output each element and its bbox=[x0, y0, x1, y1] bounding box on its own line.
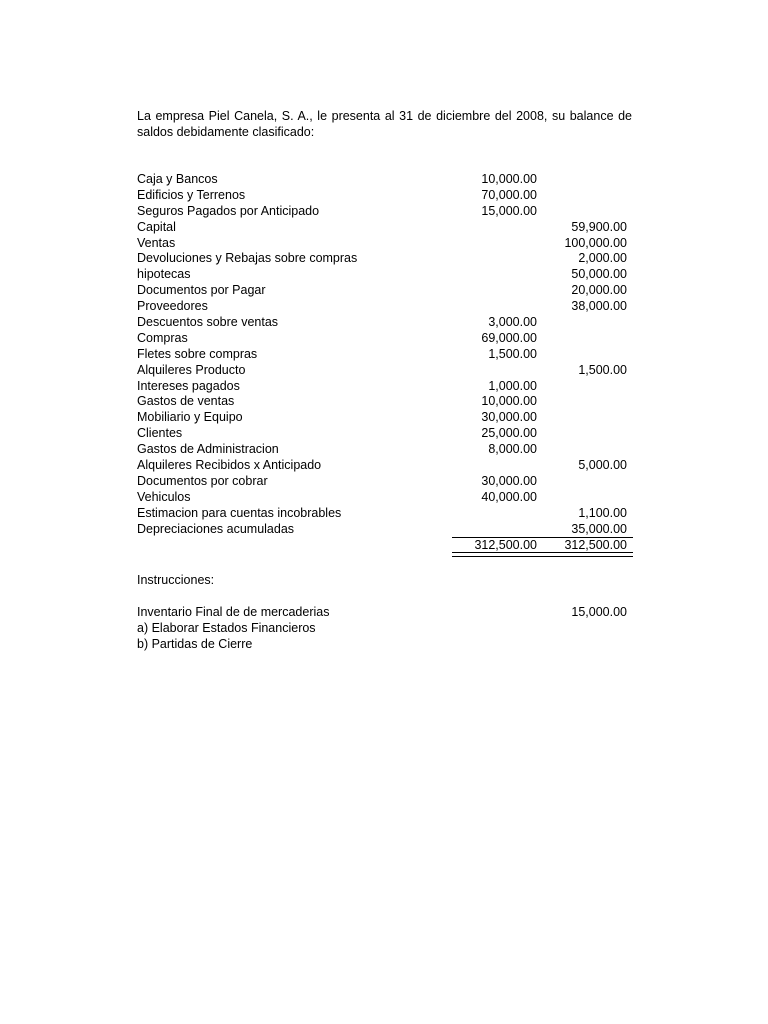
account-name: Edificios y Terrenos bbox=[137, 187, 246, 202]
instruction-value: 15,000.00 bbox=[571, 605, 627, 619]
account-row bbox=[137, 379, 637, 395]
account-row bbox=[137, 188, 637, 204]
account-row bbox=[137, 474, 637, 490]
account-name: Descuentos sobre ventas bbox=[137, 315, 279, 330]
instruction-text: b) Partidas de Cierre bbox=[137, 637, 253, 652]
account-row bbox=[137, 347, 637, 363]
credit-amount: 5,000.00 bbox=[578, 458, 627, 473]
instructions-list bbox=[137, 604, 637, 653]
debit-amount: 70,000.00 bbox=[481, 187, 537, 202]
totals-row bbox=[137, 537, 637, 553]
account-row bbox=[137, 442, 637, 458]
account-row bbox=[137, 251, 637, 267]
account-row bbox=[137, 299, 637, 315]
debit-amount: 10,000.00 bbox=[481, 394, 537, 409]
account-name: Depreciaciones acumuladas bbox=[137, 521, 295, 536]
instruction-item bbox=[137, 604, 637, 620]
instruction-text: a) Elaborar Estados Financieros bbox=[137, 621, 316, 636]
account-name: Seguros Pagados por Anticipado bbox=[137, 203, 320, 218]
account-name: Gastos de ventas bbox=[137, 394, 235, 409]
account-row bbox=[137, 204, 637, 220]
account-row bbox=[137, 283, 637, 299]
debit-amount: 30,000.00 bbox=[481, 473, 537, 488]
debit-amount: 1,000.00 bbox=[488, 378, 537, 393]
credit-amount: 1,500.00 bbox=[578, 362, 627, 377]
instruction-text: Inventario Final de de mercaderias bbox=[137, 605, 330, 619]
credit-amount: 1,100.00 bbox=[578, 505, 627, 520]
debit-amount: 25,000.00 bbox=[481, 426, 537, 441]
credit-amount: 59,900.00 bbox=[571, 219, 627, 234]
account-row bbox=[137, 394, 637, 410]
intro-paragraph: La empresa Piel Canela, S. A., le presenta al 31 de diciembre del 2008, su balance de saldos debidamente clasificado: bbox=[137, 109, 632, 139]
account-name: hipotecas bbox=[137, 267, 191, 282]
account-row bbox=[137, 410, 637, 426]
account-name: Intereses pagados bbox=[137, 378, 240, 393]
account-name: Compras bbox=[137, 330, 188, 345]
account-name: Mobiliario y Equipo bbox=[137, 410, 243, 425]
account-row bbox=[137, 172, 637, 188]
account-name: Clientes bbox=[137, 426, 183, 441]
double-underline bbox=[452, 552, 633, 557]
account-name: Alquileres Producto bbox=[137, 362, 246, 377]
account-name: Alquileres Recibidos x Anticipado bbox=[137, 458, 322, 473]
credit-amount: 20,000.00 bbox=[571, 283, 627, 298]
credit-amount: 50,000.00 bbox=[571, 267, 627, 282]
debit-amount: 30,000.00 bbox=[481, 410, 537, 425]
credit-amount: 2,000.00 bbox=[578, 251, 627, 266]
account-row bbox=[137, 363, 637, 379]
debit-amount: 3,000.00 bbox=[488, 315, 537, 330]
account-name: Fletes sobre compras bbox=[137, 346, 258, 361]
account-name: Proveedores bbox=[137, 299, 208, 314]
instruction-item bbox=[137, 620, 637, 636]
credit-amount: 100,000.00 bbox=[564, 235, 627, 250]
account-row bbox=[137, 522, 637, 538]
credit-amount: 38,000.00 bbox=[571, 299, 627, 314]
account-name: Devoluciones y Rebajas sobre compras bbox=[137, 251, 358, 266]
debit-amount: 8,000.00 bbox=[488, 442, 537, 457]
debit-amount: 10,000.00 bbox=[481, 172, 537, 186]
debit-amount: 1,500.00 bbox=[488, 346, 537, 361]
account-name: Documentos por cobrar bbox=[137, 473, 268, 488]
account-row bbox=[137, 331, 637, 347]
account-name: Documentos por Pagar bbox=[137, 283, 266, 298]
instruction-item bbox=[137, 636, 637, 652]
debit-amount: 15,000.00 bbox=[481, 203, 537, 218]
account-name: Ventas bbox=[137, 235, 176, 250]
total-debit: 312,500.00 bbox=[474, 538, 537, 553]
account-name: Estimacion para cuentas incobrables bbox=[137, 505, 342, 520]
account-row bbox=[137, 315, 637, 331]
account-row bbox=[137, 220, 637, 236]
debit-amount: 40,000.00 bbox=[481, 489, 537, 504]
account-name: Caja y Bancos bbox=[137, 172, 218, 186]
total-credit: 312,500.00 bbox=[564, 538, 627, 553]
instructions-heading: Instrucciones: bbox=[137, 573, 215, 587]
debit-amount: 69,000.00 bbox=[481, 330, 537, 345]
account-row bbox=[137, 490, 637, 506]
account-row bbox=[137, 267, 637, 283]
credit-amount: 35,000.00 bbox=[571, 521, 627, 536]
account-row bbox=[137, 236, 637, 252]
trial-balance-table bbox=[137, 172, 637, 553]
account-row bbox=[137, 506, 637, 522]
account-row bbox=[137, 458, 637, 474]
account-name: Gastos de Administracion bbox=[137, 442, 279, 457]
account-name: Vehiculos bbox=[137, 489, 191, 504]
account-name: Capital bbox=[137, 219, 176, 234]
account-row bbox=[137, 426, 637, 442]
